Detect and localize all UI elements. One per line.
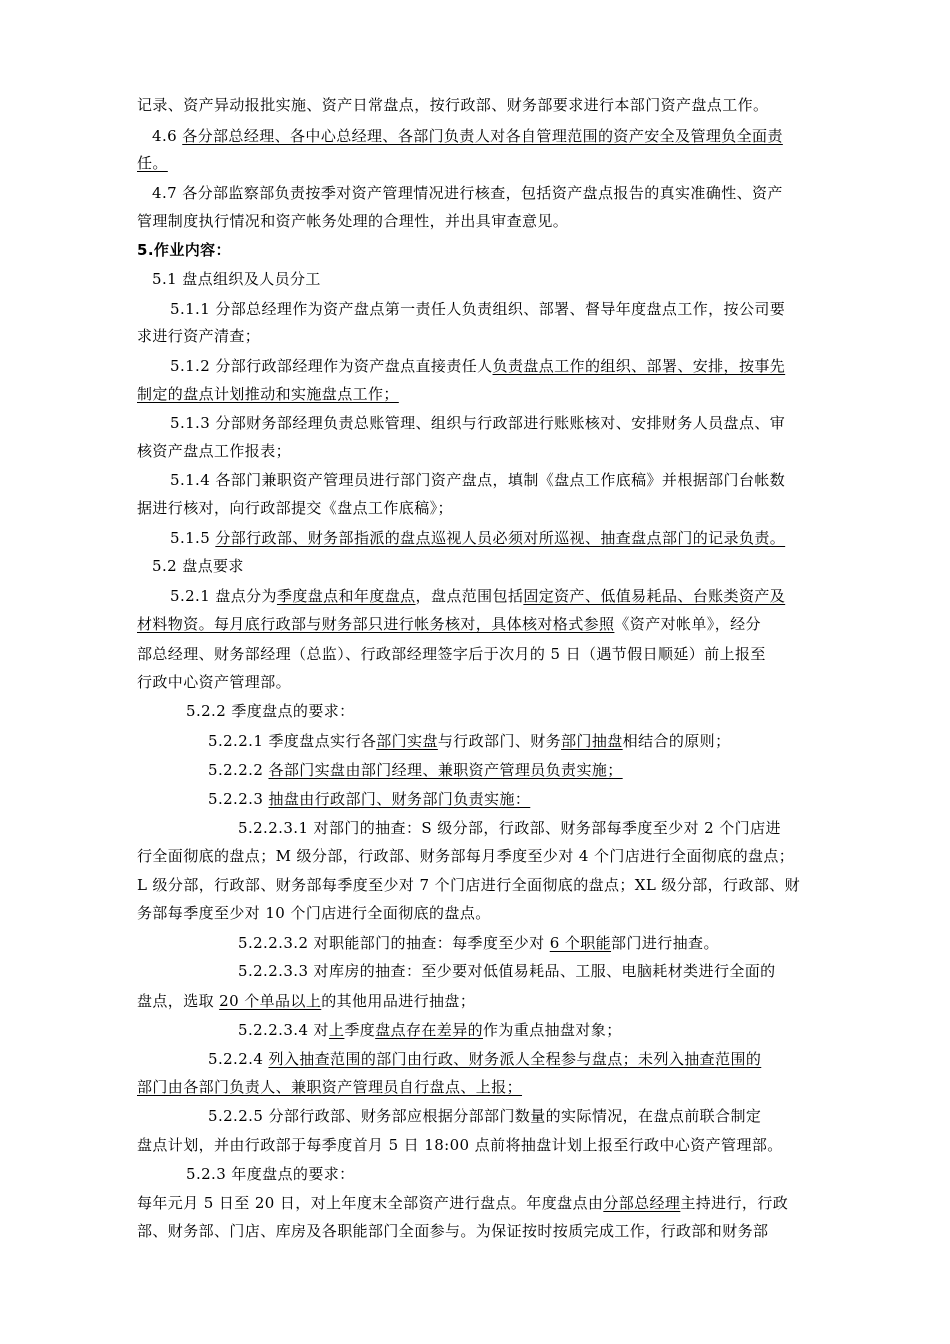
text-line (137, 1135, 783, 1155)
text-line (170, 586, 785, 606)
text-segment: 务部每季度至少对 10 个门店进行全面彻底的盘点。 (137, 904, 491, 922)
text-line (208, 1049, 761, 1069)
text-segment: 季度 (344, 1021, 376, 1039)
text-segment: 5.2.2.3.2 对职能部门的抽查：每季度至少对 (238, 934, 550, 952)
text-line (137, 384, 399, 404)
text-segment: 5.2.1 盘点分为 (170, 587, 277, 605)
text-line (152, 183, 783, 203)
text-line (137, 441, 291, 461)
text-line (137, 211, 568, 231)
underlined-text: 制定的盘点计划推动和实施盘点工作； (137, 385, 399, 403)
underlined-text: 分部行政部、财务部指派的盘点巡视人员必须对所巡视、抽查盘点部门的记录负责。 (215, 529, 786, 547)
text-segment: 5.作业内容： (137, 241, 231, 259)
text-segment: 5.2.2.1 季度盘点实行各 (208, 732, 377, 750)
text-line (170, 299, 785, 319)
text-line (137, 672, 291, 692)
underlined-text: 上 (328, 1021, 345, 1039)
text-segment: 5.2.2.3.3 对库房的抽查：至少要对低值易耗品、工服、电脑耗材类进行全面的 (238, 962, 776, 980)
text-line (238, 933, 719, 953)
text-line (208, 760, 623, 780)
text-segment: L 级分部，行政部、财务部每季度至少对 7 个门店进行全面彻底的盘点；XL 级分部，行政部、财 (137, 876, 801, 894)
text-segment: 记录、资产异动报批实施、资产日常盘点，按行政部、财务部要求进行本部门资产盘点工作。 (137, 96, 769, 114)
text-segment: 的其他用品进行抽盘； (321, 992, 476, 1010)
text-segment: 《资产对帐单》，经分 (614, 615, 761, 633)
underlined-text: 各部门实盘由部门经理、兼职资产管理员负责实施； (268, 761, 623, 779)
text-line (238, 961, 776, 981)
text-line (137, 903, 491, 923)
text-segment: 相结合的原则； (622, 732, 731, 750)
text-segment: 核资产盘点工作报表； (137, 442, 292, 460)
text-line (186, 701, 355, 721)
underlined-text: 材料物资。每月底行政部与财务部只进行帐务核对，具体核对格式参照 (137, 615, 615, 633)
text-line (137, 153, 168, 173)
text-line (137, 991, 475, 1011)
underlined-text: 部门抽盘 (561, 732, 623, 750)
text-segment: 5.2.2 季度盘点的要求： (186, 702, 355, 720)
underlined-text: 部门由各部门负责人、兼职资产管理员自行盘点、上报； (137, 1078, 523, 1096)
underlined-text: 抽盘由行政部门、财务部门负责实施： (268, 790, 531, 808)
text-line (137, 326, 260, 346)
underlined-text: 季度盘点和年度盘点 (276, 587, 416, 605)
text-line (208, 789, 530, 809)
text-segment: 部门进行抽查。 (611, 934, 719, 952)
underlined-text: 分部总经理 (603, 1194, 681, 1212)
text-segment: 4.6 (152, 127, 183, 145)
underlined-text: 各分部总经理、各中心总经理、各部门负责人对各自管理范围的资产安全及管理负全面责 (182, 127, 783, 145)
underlined-text: 列入抽查范围的部门由行政、财务派人全程参与盘点；未列入抽查范围的 (268, 1050, 762, 1068)
text-line (238, 1020, 622, 1040)
text-line (170, 470, 785, 490)
underlined-text: 部门实盘 (376, 732, 438, 750)
text-segment: 5.1.5 (170, 529, 216, 547)
text-segment: 5.2.2.3.4 对 (238, 1021, 329, 1039)
text-segment: 5.2.2.2 (208, 761, 269, 779)
text-segment: 5.2.2.3 (208, 790, 269, 808)
text-line (137, 846, 794, 866)
text-segment: 盘点计划，并由行政部于每季度首月 5 日 18:00 点前将抽盘计划上报至行政中心资产管理部。 (137, 1136, 783, 1154)
underlined-text: 任。 (137, 154, 168, 172)
text-line (152, 556, 244, 576)
underlined-text: 20 个单品以上 (219, 992, 322, 1010)
text-segment: 主持进行，行政 (680, 1194, 789, 1212)
text-segment: 作为重点抽盘对象； (483, 1021, 622, 1039)
text-line (238, 818, 781, 838)
text-segment: 行政中心资产管理部。 (137, 673, 292, 691)
text-segment: 求进行资产清查； (137, 327, 261, 345)
underlined-text: 盘点存在差异的 (375, 1021, 483, 1039)
text-line (170, 413, 785, 433)
underlined-text: 固定资产、低值易耗品、台账类资产及 (523, 587, 786, 605)
text-line (137, 1193, 788, 1213)
text-segment: 部、财务部、门店、库房及各职能部门全面参与。为保证按时按质完成工作，行政部和财务部 (137, 1222, 769, 1240)
underlined-text: 负责盘点工作的组织、部署、安排，按事先 (492, 357, 786, 375)
text-line (137, 614, 761, 634)
text-segment: 4.7 各分部监察部负责按季对资产管理情况进行核查，包括资产盘点报告的真实准确性、资产 (152, 184, 783, 202)
text-line (137, 240, 231, 260)
text-segment: 盘点，选取 (137, 992, 220, 1010)
text-line (186, 1164, 355, 1184)
text-line (208, 1106, 761, 1126)
text-segment: 5.1.2 分部行政部经理作为资产盘点直接责任人 (170, 357, 493, 375)
text-line (137, 95, 768, 115)
text-segment: 5.2.2.5 分部行政部、财务部应根据分部部门数量的实际情况，在盘点前联合制定 (208, 1107, 762, 1125)
text-line (137, 498, 453, 518)
text-segment: 管理制度执行情况和资产帐务处理的合理性，并出具审查意见。 (137, 212, 569, 230)
text-segment: 5.2.2.3.1 对部门的抽查：S 级分部，行政部、财务部每季度至少对 2 个门店进 (238, 819, 781, 837)
text-line (137, 1221, 768, 1241)
text-segment: 5.2.3 年度盘点的要求： (186, 1165, 355, 1183)
text-segment: 行全面彻底的盘点；M 级分部，行政部、财务部每月季度至少对 4 个门店进行全面彻底的盘点； (137, 847, 795, 865)
text-segment: 5.1.4 各部门兼职资产管理员进行部门资产盘点，填制《盘点工作底稿》并根据部门台帐数 (170, 471, 786, 489)
text-line (152, 126, 783, 146)
text-segment: 5.2.2.4 (208, 1050, 269, 1068)
text-segment: 与行政部门、财务 (437, 732, 562, 750)
text-segment: 每年元月 5 日至 20 日，对上年度末全部资产进行盘点。年度盘点由 (137, 1194, 604, 1212)
text-segment: 5.1.3 分部财务部经理负责总账管理、组织与行政部进行账账核对、安排财务人员盘点、审 (170, 414, 786, 432)
text-segment: 5.1 盘点组织及人员分工 (152, 270, 321, 288)
text-line (152, 269, 321, 289)
text-line (208, 731, 730, 751)
text-segment: 5.1.1 分部总经理作为资产盘点第一责任人负责组织、部署、督导年度盘点工作，按公司要 (170, 300, 786, 318)
underlined-text: 6 个职能 (549, 934, 612, 952)
text-line (137, 644, 766, 664)
text-line (170, 356, 785, 376)
text-segment: 据进行核对，向行政部提交《盘点工作底稿》； (137, 499, 453, 517)
text-line (137, 1077, 522, 1097)
text-line (137, 875, 800, 895)
text-line (170, 528, 785, 548)
text-segment: 5.2 盘点要求 (152, 557, 244, 575)
text-segment: ，盘点范围包括 (415, 587, 524, 605)
text-segment: 部总经理、财务部经理（总监）、行政部经理签字后于次月的 5 日（遇节假日顺延）前上报至 (137, 645, 766, 663)
